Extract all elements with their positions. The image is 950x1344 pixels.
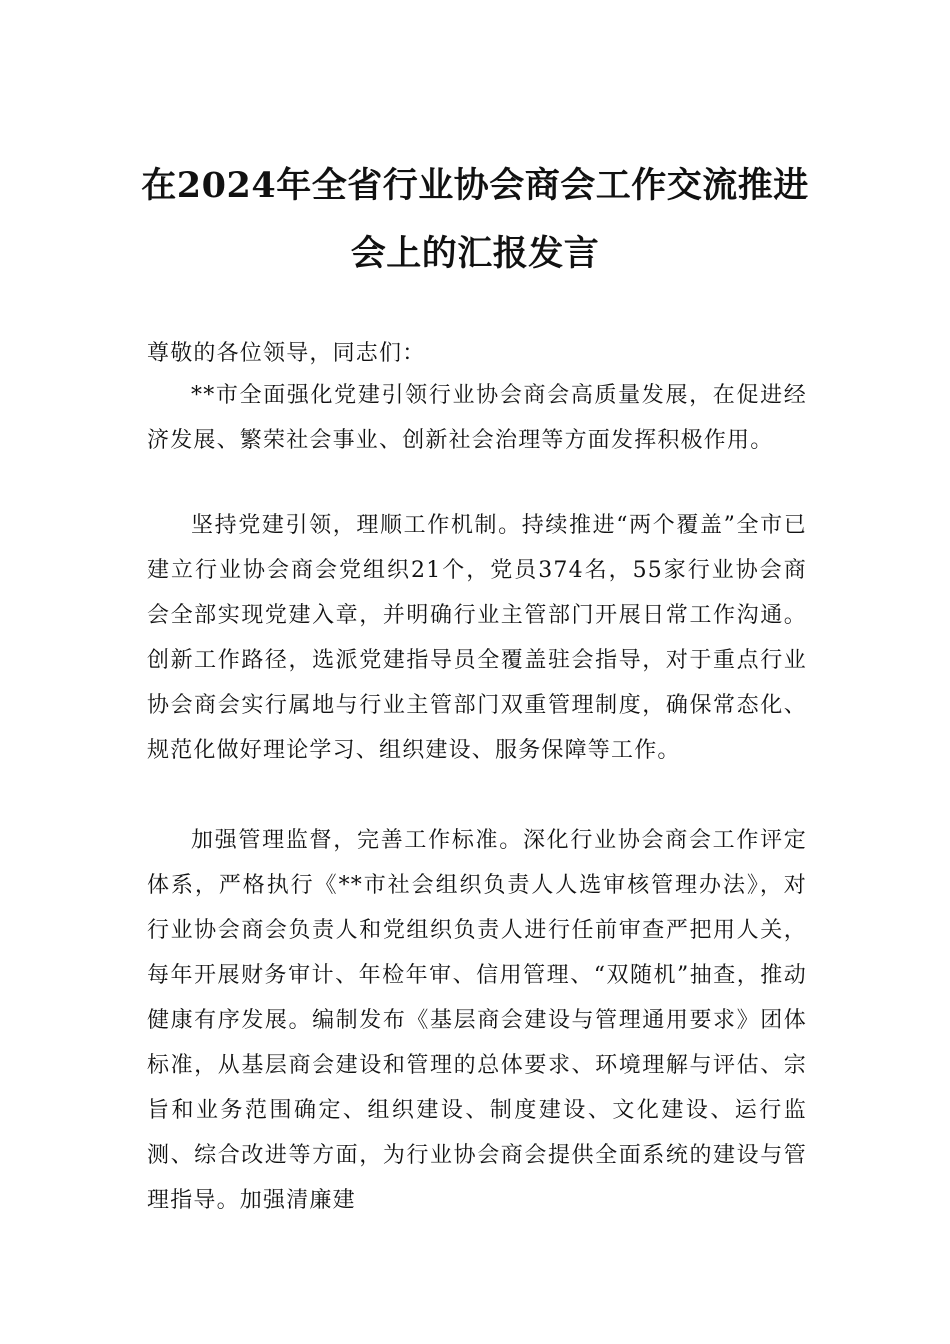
document-title-line-1: 在2024年全省行业协会商会工作交流推进	[141, 165, 809, 206]
paragraph-block-2	[147, 503, 807, 773]
document-title-line-2: 会上的汇报发言	[350, 233, 600, 274]
paragraph-party-building: 坚持党建引领，理顺工作机制。持续推进“两个覆盖”全市已建立行业协会商会党组织21个，党员374名，55家行业协会商会全部实现党建入章，并明确行业主管部门开展日常工作沟通。创新工作路径，选派党建指导员全覆盖驻会指导，对于重点行业协会商会实行属地与行业主管部门双重管理制度，确保常态化、规范化做好理论学习、组织建设、服务保障等工作。	[147, 513, 807, 763]
paragraph-block-1	[147, 373, 807, 463]
salutation: 尊敬的各位领导，同志们：	[147, 341, 426, 366]
salutation-block	[147, 331, 807, 376]
paragraph-block-3	[147, 818, 807, 1223]
paragraph-intro: **市全面强化党建引领行业协会商会高质量发展，在促进经济发展、繁荣社会事业、创新社会治理等方面发挥积极作用。	[147, 383, 807, 453]
paragraph-management-supervision: 加强管理监督，完善工作标准。深化行业协会商会工作评定体系，严格执行《**市社会组织负责人人选审核管理办法》，对行业协会商会负责人和党组织负责人进行任前审查严把用人关，每年开展财务审计、年检年审、信用管理、“双随机”抽查，推动健康有序发展。编制发布《基层商会建设与管理通用要求》团体标准，从基层商会建设和管理的总体要求、环境理解与评估、宗旨和业务范围确定、组织建设、制度建设、文化建设、运行监测、综合改进等方面，为行业协会商会提供全面系统的建设与管理指导。加强清廉建	[147, 828, 807, 1213]
